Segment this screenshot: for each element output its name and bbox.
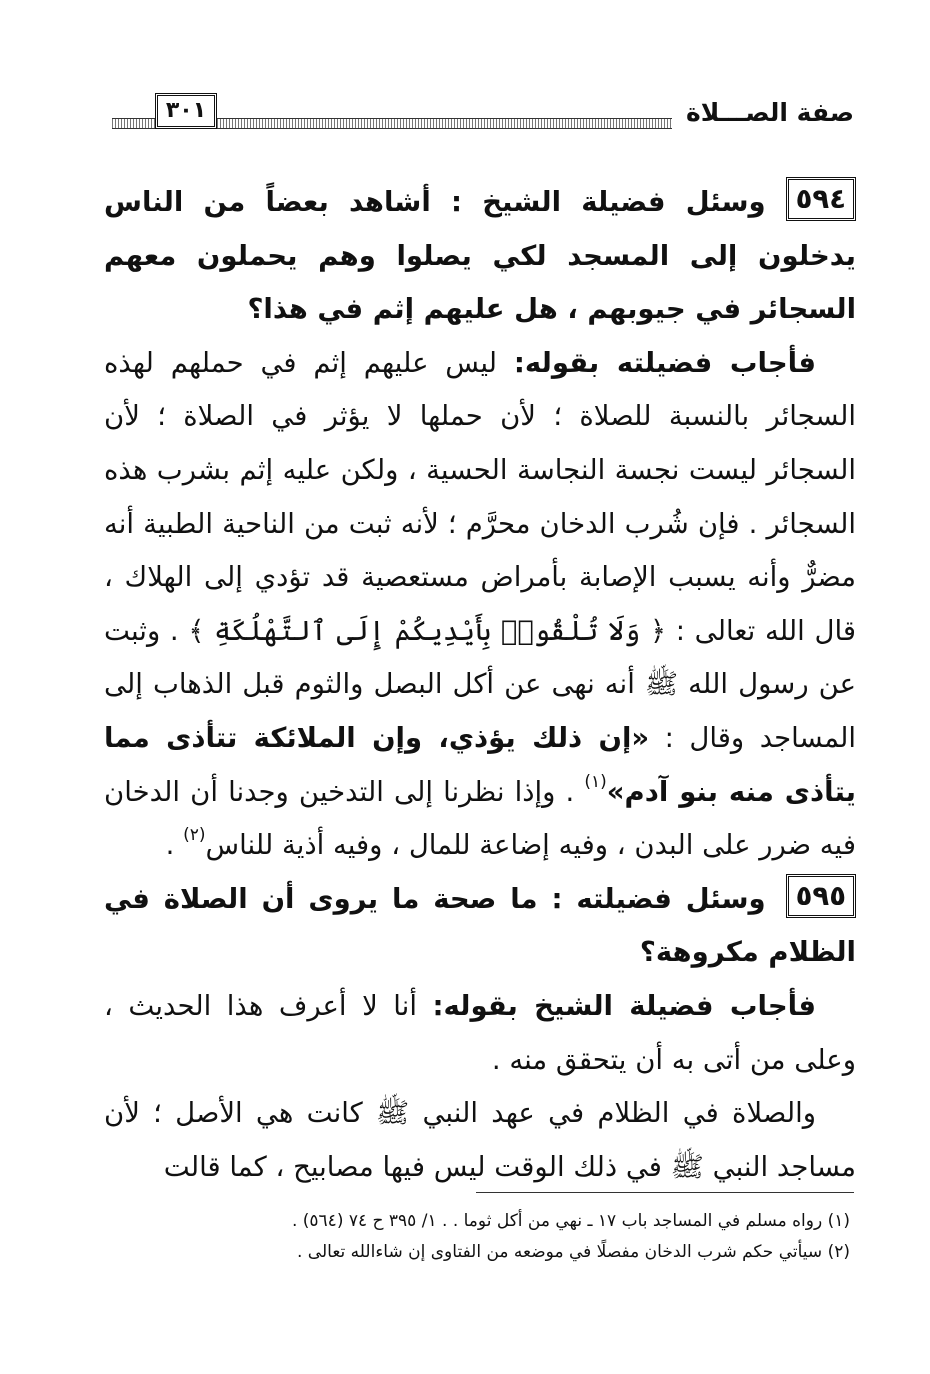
running-header: [112, 96, 854, 136]
question-text-595: وسئل فضيلته : ما صحة ما يروى أن الصلاة في الظلام مكروهة؟: [104, 882, 856, 969]
answer-text-594-part3: . وإذا نظرنا إلى التدخين وجدنا أن الدخان فيه ضرر على البدن ، وفيه إضاعة للمال ، وفيه أذية للناس: [104, 775, 856, 862]
answer-595: [104, 980, 856, 1087]
footnotes: [180, 1206, 850, 1268]
hadith-quote: «إن ذلك يؤذي، وإن الملائكة تتأذى مما يتأذى منه بنو آدم»: [104, 721, 856, 808]
answer-text-594-part2: . وثبت عن رسول الله ﷺ أنه نهى عن أكل البصل والثوم قبل الذهاب إلى المساجد وقال :: [104, 614, 856, 754]
question-594: [104, 176, 856, 337]
answer-text-594-part1: ليس عليهم إثم في حملهم لهذه السجائر بالنسبة للصلاة ؛ لأن حملها لا يؤثر في الصلاة ؛ لأن السجائر ليست نجسة النجاسة الحسية ، ولكن عليه إثم بشرب هذه السجائر . فإن شُرب الدخان محرَّم ؛ لأنه ثبت من الناحية الطبية أنه مضرٌّ وأنه يسبب الإصابة بأمراض مستعصية قد تؤدي إلى الهلاك ، قال الله تعالى :: [104, 346, 856, 647]
footnote-ref-2[interactable]: (٢): [183, 825, 206, 846]
question-595: [104, 873, 856, 980]
question-number-594: ٥٩٤: [786, 177, 856, 221]
page-body: [104, 176, 856, 1194]
answer-594: [104, 337, 856, 873]
page-number: ٣٠١: [155, 93, 217, 129]
answer-end-594: .: [165, 829, 184, 862]
answer-lead-594: فأجاب فضيلته بقوله:: [513, 346, 817, 379]
question-number-595: ٥٩٥: [786, 874, 856, 918]
answer-lead-595: فأجاب فضيلة الشيخ بقوله:: [432, 989, 816, 1022]
footnote-divider: [476, 1192, 854, 1193]
footnote-2: (٢) سيأتي حكم شرب الدخان مفصلًا في موضعه من الفتاوى إن شاءالله تعالى .: [297, 1242, 850, 1262]
answer-text-595-part1: أنا لا أعرف هذا الحديث ، وعلى من أتى به أن يتحقق منه .: [104, 989, 856, 1076]
book-title: صفة الصـــلاة: [672, 96, 854, 130]
quran-verse: ﴿ وَلَا تُلْقُوا۟ بِأَيْدِيكُمْ إِلَى ٱلتَّهْلُكَةِ ﴾: [188, 614, 667, 647]
answer-595-paragraph-2: والصلاة في الظلام في عهد النبي ﷺ كانت هي الأصل ؛ لأن مساجد النبي ﷺ في ذلك الوقت ليس فيها مصابيح ، كما قالت: [104, 1097, 856, 1183]
question-text-594: وسئل فضيلة الشيخ : أشاهد بعضاً من الناس يدخلون إلى المسجد لكي يصلوا وهم يحملون معهم السجائر في جيوبهم ، هل عليهم إثم في هذا؟: [104, 186, 856, 326]
footnote-1: (١) رواه مسلم في المساجد باب ١٧ ـ نهي من أكل ثوما . . ١/ ٣٩٥ ح ٧٤ (٥٦٤) .: [291, 1211, 850, 1231]
footnote-ref-1[interactable]: (١): [584, 771, 607, 792]
